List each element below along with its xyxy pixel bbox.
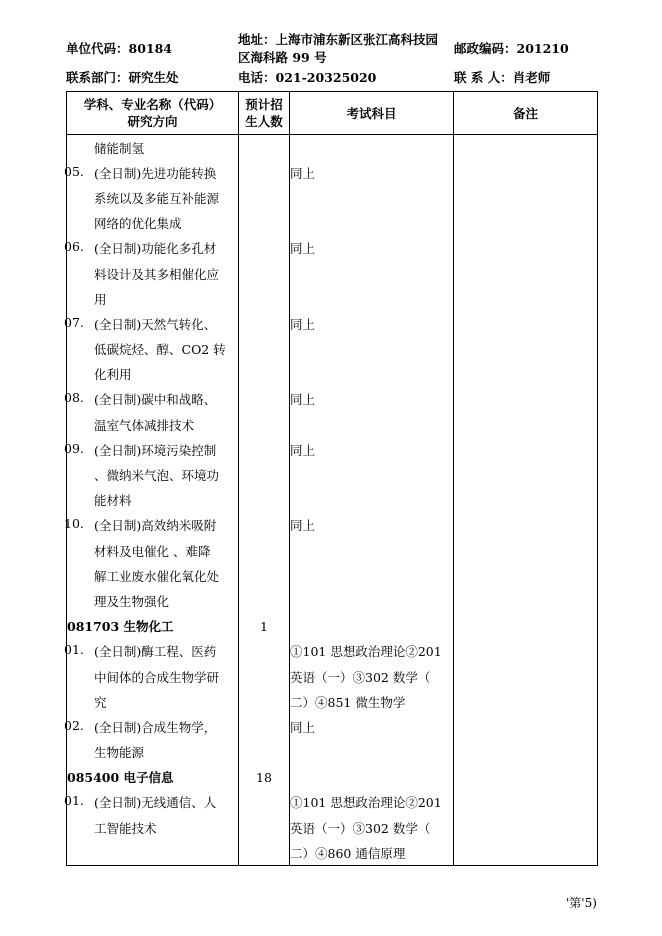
count-cell [239,412,290,437]
direction-number: 05. [64,163,84,179]
table-row [67,488,598,513]
direction-cell [67,815,239,840]
table-row [67,639,598,664]
count-cell [239,387,290,412]
program-table [66,91,598,866]
count-cell [239,311,290,336]
note-cell [454,664,598,689]
address-line2: 区海科路 99 号 [238,50,327,65]
table-row [67,261,598,286]
direction-text: (全日制)合成生物学， [94,719,217,735]
note-cell [454,689,598,714]
note-cell [454,211,598,236]
contact: 联 系 人：肖老师 [454,70,551,85]
table-row [67,689,598,714]
count-cell [239,488,290,513]
exam-cell: ①101 思想政治理论②201 [290,639,454,664]
direction-number: 01. [64,793,84,809]
count-cell [239,815,290,840]
table-row [67,815,598,840]
exam-cell: 同上 [290,437,454,462]
exam-cell [290,765,454,790]
exam-cell [290,538,454,563]
note-cell [454,185,598,210]
exam-cell [290,362,454,387]
exam-cell [290,135,454,161]
table-row [67,840,598,866]
postal-code: 邮政编码：201210 [454,41,569,56]
count-cell [239,538,290,563]
note-cell [454,840,598,866]
table-row [67,236,598,261]
note-cell [454,714,598,739]
note-cell [454,614,598,639]
direction-cell [64,513,239,538]
table-row [67,311,598,336]
note-cell [454,236,598,261]
table-row [67,538,598,563]
direction-number: 07. [64,314,84,330]
table-row [67,412,598,437]
exam-cell [290,211,454,236]
note-cell [454,639,598,664]
header-major [67,92,239,135]
direction-cell [67,538,239,563]
exam-cell: ①101 思想政治理论②201 [290,790,454,815]
exam-cell [290,185,454,210]
count-cell [239,840,290,866]
note-cell [454,538,598,563]
direction-text: 究 [94,694,107,710]
exam-cell: 同上 [290,387,454,412]
count-cell [239,135,290,161]
table-row [67,513,598,538]
count-cell [239,211,290,236]
exam-cell [290,337,454,362]
count-cell [239,362,290,387]
direction-cell [67,563,239,588]
table-row [67,765,598,790]
exam-cell [290,563,454,588]
note-cell [454,412,598,437]
direction-text: (全日制)碳中和战略、 [94,392,217,408]
direction-text: (全日制)环境污染控制 [94,442,217,458]
count-cell [239,462,290,487]
note-cell [454,563,598,588]
direction-cell [64,714,239,739]
direction-cell [67,211,239,236]
table-row [67,135,598,161]
direction-text: 085400 电子信息 [67,770,174,786]
note-cell [454,286,598,311]
direction-cell [67,337,239,362]
count-cell [239,337,290,362]
table-row [67,362,598,387]
note-cell [454,815,598,840]
table-row [67,160,598,185]
count-cell [239,563,290,588]
count-cell [239,261,290,286]
direction-number: 09. [64,440,84,456]
table-row [67,211,598,236]
direction-cell [64,387,239,412]
note-cell [454,362,598,387]
count-cell [239,714,290,739]
direction-text: (全日制)天然气转化、 [94,316,217,332]
direction-cell [67,588,239,613]
exam-cell: 英语（一）③302 数学（ [290,664,454,689]
direction-text: 系统以及多能互补能源 [94,190,220,206]
exam-cell [290,588,454,613]
exam-cell: 同上 [290,714,454,739]
note-cell [454,160,598,185]
direction-cell [64,311,239,336]
direction-cell [67,689,239,714]
direction-text: 网络的优化集成 [94,216,182,232]
exam-cell [290,614,454,639]
direction-cell [64,236,239,261]
direction-cell [67,462,239,487]
exam-cell: 同上 [290,311,454,336]
direction-cell [67,840,239,866]
header-major-label: 学科、专业名称（代码） [83,97,222,112]
table-row [67,337,598,362]
direction-cell [67,664,239,689]
direction-cell [64,639,239,664]
direction-text: 能材料 [94,493,132,509]
count-cell [239,588,290,613]
phone: 电话：021-20325020 [238,70,377,85]
direction-text: 料设计及其多相催化应 [94,266,220,282]
note-cell [454,311,598,336]
table-row [67,714,598,739]
direction-number: 08. [64,390,84,406]
direction-cell [67,740,239,765]
direction-text: (全日制)无线通信、人 [94,795,217,811]
direction-text: 工智能技术 [94,820,157,836]
direction-text: 化利用 [94,367,132,383]
table-row [67,790,598,815]
table-row [67,563,598,588]
exam-cell [290,261,454,286]
table-row [67,614,598,639]
direction-text: 中间体的合成生物学研 [94,669,220,685]
direction-text: (全日制)高效纳米吸附 [94,518,217,534]
direction-text: 低碳烷烃、醇、CO2 转 [94,342,226,358]
direction-cell [64,790,239,815]
note-cell [454,513,598,538]
header-note: 备注 [454,92,598,135]
table-row [67,462,598,487]
exam-cell [290,412,454,437]
exam-cell: 英语（一）③302 数学（ [290,815,454,840]
direction-text: 温室气体减排技术 [94,417,195,433]
table-row [67,286,598,311]
page-number: '第'5) [566,896,597,910]
direction-text: 理及生物强化 [94,593,170,609]
count-cell: 1 [239,614,290,639]
direction-cell [67,185,239,210]
exam-cell: 同上 [290,513,454,538]
count-cell [239,740,290,765]
note-cell [454,462,598,487]
count-cell [239,664,290,689]
count-cell [239,160,290,185]
direction-text: 生物能源 [94,745,145,761]
note-cell [454,337,598,362]
direction-cell [67,488,239,513]
count-cell [239,236,290,261]
note-cell [454,135,598,161]
note-cell [454,740,598,765]
direction-text: 材料及电催化 、难降 [94,543,211,559]
header-direction-label: 研究方向 [127,114,178,129]
address-line1: 地址：上海市浦东新区张江高科技园 [238,32,439,47]
direction-text: 储能制氢 [94,140,145,156]
direction-cell [64,437,239,462]
count-cell [239,790,290,815]
exam-cell [290,740,454,765]
direction-cell [67,412,239,437]
note-cell [454,437,598,462]
note-cell [454,765,598,790]
count-cell: 18 [239,765,290,790]
direction-cell [67,135,239,161]
direction-cell [67,362,239,387]
table-row [67,437,598,462]
direction-cell [64,160,239,185]
department: 联系部门：研究生处 [66,70,179,85]
exam-cell [290,286,454,311]
note-cell [454,261,598,286]
exam-cell: 同上 [290,236,454,261]
table-row [67,387,598,412]
table-row [67,740,598,765]
note-cell [454,488,598,513]
header-exam: 考试科目 [290,92,454,135]
exam-cell [290,462,454,487]
count-cell [239,689,290,714]
header-count: 预计招 生人数 [239,92,290,135]
direction-text: (全日制)功能化多孔材 [94,241,217,257]
count-cell [239,437,290,462]
count-cell [239,185,290,210]
count-cell [239,286,290,311]
direction-text: 、微纳米气泡、环境功 [94,468,220,484]
table-row [67,185,598,210]
note-cell [454,588,598,613]
direction-text: (全日制)酶工程、医药 [94,644,217,660]
count-cell [239,513,290,538]
direction-cell [67,286,239,311]
direction-number: 06. [64,239,84,255]
unit-code: 单位代码：80184 [66,41,172,56]
exam-cell: 同上 [290,160,454,185]
direction-number: 02. [64,717,84,733]
note-cell [454,387,598,412]
direction-number: 01. [64,642,84,658]
exam-cell: 二）④851 微生物学 [290,689,454,714]
direction-text: 用 [94,291,107,307]
direction-cell [67,765,239,790]
direction-text: 081703 生物化工 [67,619,174,635]
direction-cell [67,261,239,286]
direction-text: (全日制)先进功能转换 [94,165,217,181]
table-row [67,588,598,613]
note-cell [454,790,598,815]
direction-cell [67,614,239,639]
table-row [67,664,598,689]
exam-cell: 二）④860 通信原理 [290,840,454,866]
exam-cell [290,488,454,513]
direction-number: 10. [64,516,84,532]
direction-text: 解工业废水催化氧化处 [94,568,220,584]
count-cell [239,639,290,664]
